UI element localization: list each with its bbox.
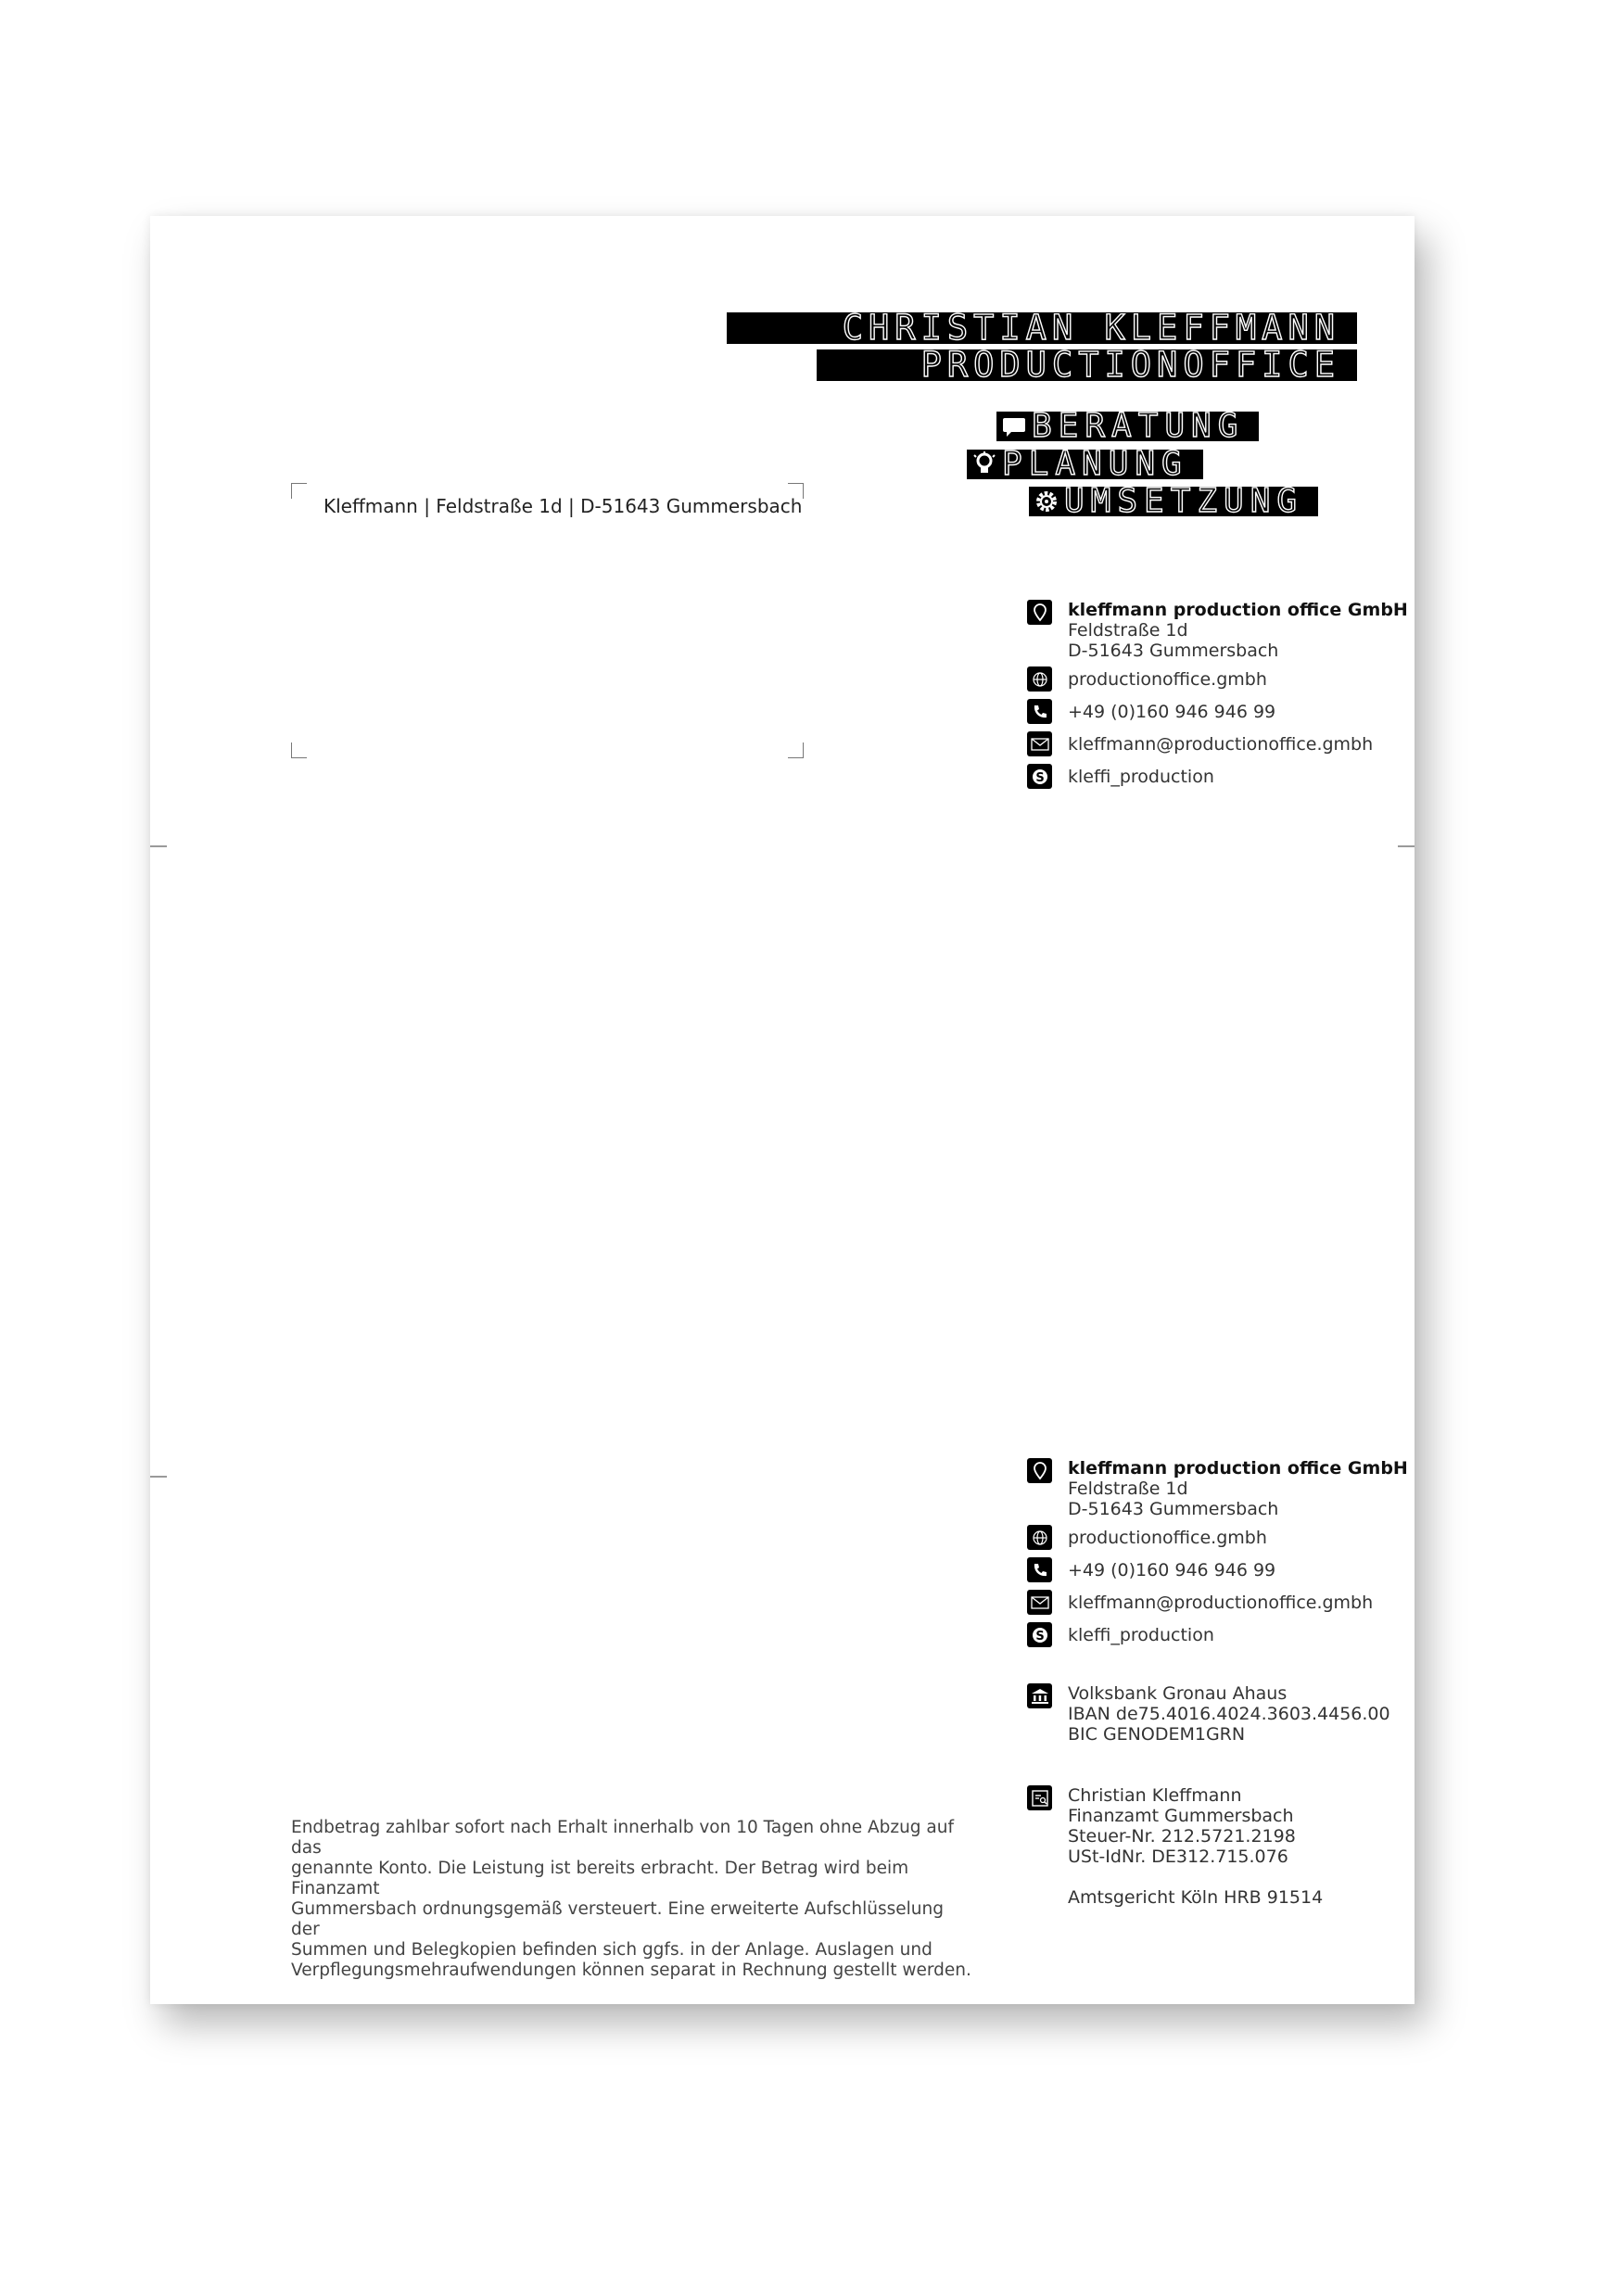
website-link[interactable]: productionoffice.gmbh [1068,669,1267,690]
payment-terms-line: Verpflegungsmehraufwendungen können separat in Rechnung gestellt werden. [291,1961,971,1980]
bank-name: Volksbank Gronau Ahaus [1068,1683,1288,1704]
gear-icon [1033,489,1060,514]
court-register: Amtsgericht Köln HRB 91514 [1068,1887,1324,1908]
contact-address-row [1027,600,1408,666]
fold-mark-left-bottom [150,1476,167,1478]
location-pin-icon [1027,1458,1052,1483]
service-beratung [996,407,1259,445]
header-office: PRODUCTIONOFFICE [920,345,1340,385]
svg-text:S: S [1034,770,1045,785]
service-label: UMSETZUNG [1064,482,1304,520]
return-address: Kleffmann | Feldstraße 1d | D-51643 Gummersbach [324,495,803,517]
letterhead-sheet [150,216,1415,2004]
contact-phone-row [1027,1557,1398,1590]
city: D-51643 Gummersbach [1068,641,1279,661]
company-name: kleffmann production office GmbH [1068,1458,1408,1479]
contact-web-row [1027,666,1398,699]
tax-name: Christian Kleffmann [1068,1785,1242,1806]
skype-icon [1027,1622,1052,1647]
payment-terms-line: genannte Konto. Die Leistung ist bereits erbracht. Der Betrag wird beim Finanzamt [291,1859,909,1898]
header-office-tape [817,345,1357,385]
contact-phone-row [1027,699,1398,731]
vat-id: USt-IdNr. DE312.715.076 [1068,1847,1288,1867]
tax-row [1027,1785,1398,1908]
contact-skype-row [1027,1622,1398,1683]
payment-terms-line: Gummersbach ordnungsgemäß versteuert. Eine erweiterte Aufschlüsselung der [291,1899,944,1939]
svg-text:S: S [1034,1629,1045,1644]
speech-bubble-icon [1000,414,1028,438]
lightbulb-icon [971,451,998,477]
phone-number[interactable]: +49 (0)160 946 946 99 [1068,702,1276,722]
window-corner-bottom-right [788,743,804,758]
globe-icon [1027,1525,1052,1550]
phone-icon [1027,1557,1052,1582]
contact-web-row [1027,1525,1398,1557]
service-umsetzung [1029,482,1318,520]
bank-iban: IBAN de75.4016.4024.3603.4456.00 [1068,1704,1390,1724]
fold-mark-right-top [1398,845,1415,847]
tax-number: Steuer-Nr. 212.5721.2198 [1068,1826,1296,1847]
street: Feldstraße 1d [1068,620,1188,641]
window-corner-top-left [291,483,307,499]
id-card-icon [1027,1785,1052,1810]
envelope-icon [1027,1590,1052,1615]
header-name: CHRISTIAN KLEFFMANN [842,308,1340,348]
payment-terms [291,1818,977,1981]
globe-icon [1027,666,1052,692]
contact-skype-row [1027,764,1398,796]
bank-row [1027,1683,1398,1785]
contact-email-row [1027,731,1398,764]
contact-address-row [1027,1458,1408,1525]
service-label: BERATUNG [1032,407,1245,445]
service-planung [967,445,1203,483]
bank-icon [1027,1683,1052,1708]
tax-office: Finanzamt Gummersbach [1068,1806,1294,1826]
envelope-icon [1027,731,1052,756]
contact-email-row [1027,1590,1398,1622]
phone-icon [1027,699,1052,724]
email-link[interactable]: kleffmann@productionoffice.gmbh [1068,734,1374,755]
phone-number[interactable]: +49 (0)160 946 946 99 [1068,1560,1276,1580]
website-link[interactable]: productionoffice.gmbh [1068,1528,1267,1548]
header-name-tape [727,308,1357,348]
skype-handle[interactable]: kleffi_production [1068,767,1214,787]
email-link[interactable]: kleffmann@productionoffice.gmbh [1068,1593,1374,1613]
city: D-51643 Gummersbach [1068,1499,1279,1519]
skype-icon [1027,764,1052,789]
fold-mark-left-top [150,845,167,847]
contact-block-bottom [1027,1458,1408,1908]
bank-bic: BIC GENODEM1GRN [1068,1724,1246,1745]
street: Feldstraße 1d [1068,1479,1188,1499]
location-pin-icon [1027,600,1052,625]
window-corner-bottom-left [291,743,307,758]
payment-terms-line: Summen und Belegkopien befinden sich ggfs. in der Anlage. Auslagen und [291,1940,933,1960]
company-name: kleffmann production office GmbH [1068,600,1408,620]
payment-terms-line: Endbetrag zahlbar sofort nach Erhalt innerhalb von 10 Tagen ohne Abzug auf das [291,1818,954,1858]
service-label: PLANUNG [1002,445,1188,483]
skype-handle[interactable]: kleffi_production [1068,1625,1214,1645]
contact-block-top [1027,600,1408,796]
